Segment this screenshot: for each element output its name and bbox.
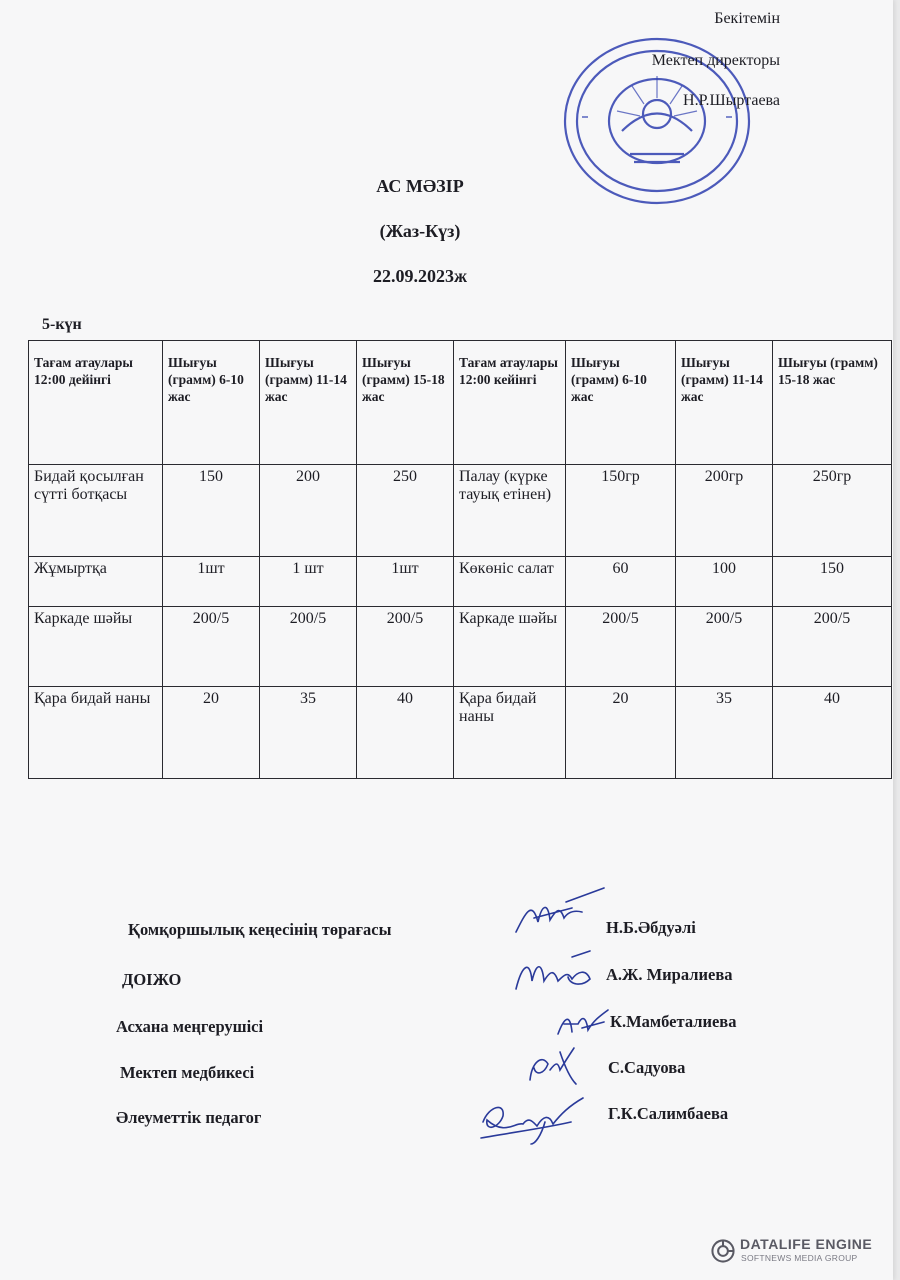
- portion-cell: 1шт: [163, 557, 260, 607]
- dish-cell: Каркаде шәйы: [29, 607, 163, 687]
- dish-cell: Қара бидай наны: [29, 687, 163, 779]
- portion-cell: 20: [566, 687, 676, 779]
- menu-table: [28, 340, 892, 779]
- portion-cell: 200/5: [357, 607, 454, 687]
- portion-cell: 200гр: [676, 465, 773, 557]
- portion-cell: 200/5: [773, 607, 892, 687]
- signatory-role: ДОІЖО: [122, 970, 182, 989]
- portion-cell: 40: [773, 687, 892, 779]
- portion-cell: 100: [676, 557, 773, 607]
- signature-icon: [475, 1092, 590, 1152]
- watermark-tagline: SOFTNEWS MEDIA GROUP: [741, 1253, 858, 1263]
- signatory-role: Әлеуметтік педагог: [116, 1108, 262, 1127]
- portion-cell: 150: [773, 557, 892, 607]
- portion-cell: 20: [163, 687, 260, 779]
- header-cell: Шығуы (грамм) 11-14 жас: [676, 341, 773, 465]
- header-cell: Шығуы (грамм) 6-10 жас: [163, 341, 260, 465]
- dish-cell: Каркаде шәйы: [454, 607, 566, 687]
- header-cell: Шығуы (грамм) 15-18 жас: [773, 341, 892, 465]
- portion-cell: 200/5: [260, 607, 357, 687]
- portion-cell: 200/5: [566, 607, 676, 687]
- header-cell: Тағам атаулары 12:00 кейінгі: [454, 341, 566, 465]
- header-cell: Тағам атаулары 12:00 дейінгі: [29, 341, 163, 465]
- portion-cell: 150: [163, 465, 260, 557]
- signature-icon: [510, 945, 610, 1000]
- table-row: [29, 557, 892, 607]
- approval-position: Мектеп директоры: [651, 52, 780, 69]
- table-row: [29, 687, 892, 779]
- watermark-name: DATALIFE ENGINE: [740, 1236, 873, 1252]
- signatory-name: К.Мамбеталиева: [610, 1012, 737, 1031]
- dish-cell: Бидай қосылған сүтті ботқасы: [29, 465, 163, 557]
- dish-cell: Көкөніс салат: [454, 557, 566, 607]
- portion-cell: 250гр: [773, 465, 892, 557]
- signature-icon: [520, 1040, 590, 1090]
- portion-cell: 40: [357, 687, 454, 779]
- portion-cell: 35: [676, 687, 773, 779]
- header-cell: Шығуы (грамм) 15-18 жас: [357, 341, 454, 465]
- approval-label: Бекітемін: [714, 10, 780, 27]
- portion-cell: 250: [357, 465, 454, 557]
- signatory-name: Н.Б.Әбдуәлі: [606, 918, 696, 937]
- signatory-role: Мектеп медбикесі: [120, 1063, 255, 1082]
- document-season: (Жаз-Күз): [379, 221, 461, 241]
- header-cell: Шығуы (грамм) 11-14 жас: [260, 341, 357, 465]
- dish-cell: Палау (күрке тауық етінен): [454, 465, 566, 557]
- document-title: АС МӘЗІР: [376, 176, 464, 196]
- header-cell: Шығуы (грамм) 6-10 жас: [566, 341, 676, 465]
- table-row: [29, 607, 892, 687]
- signatory-role: Қомқоршылық кеңесінің төрағасы: [128, 920, 392, 939]
- signatory-name: Г.К.Салимбаева: [608, 1104, 729, 1123]
- signatory-role: Асхана меңгерушісі: [116, 1017, 264, 1036]
- portion-cell: 200/5: [676, 607, 773, 687]
- portion-cell: 1 шт: [260, 557, 357, 607]
- signatory-name: А.Ж. Миралиева: [606, 965, 733, 984]
- portion-cell: 200/5: [163, 607, 260, 687]
- portion-cell: 60: [566, 557, 676, 607]
- dish-cell: Жұмыртқа: [29, 557, 163, 607]
- signature-icon: [508, 882, 608, 942]
- dish-cell: Қара бидай наны: [454, 687, 566, 779]
- approval-name: Н.Р.Шыртаева: [683, 92, 780, 109]
- table-header-row: [29, 341, 892, 465]
- signature-icon: [552, 1002, 612, 1042]
- datalife-logo-icon: [710, 1238, 736, 1264]
- day-label: 5-күн: [42, 316, 82, 333]
- document-date: 22.09.2023ж: [372, 266, 468, 286]
- portion-cell: 1шт: [357, 557, 454, 607]
- portion-cell: 150гр: [566, 465, 676, 557]
- portion-cell: 35: [260, 687, 357, 779]
- table-row: [29, 465, 892, 557]
- signatory-name: С.Садуова: [608, 1058, 686, 1077]
- portion-cell: 200: [260, 465, 357, 557]
